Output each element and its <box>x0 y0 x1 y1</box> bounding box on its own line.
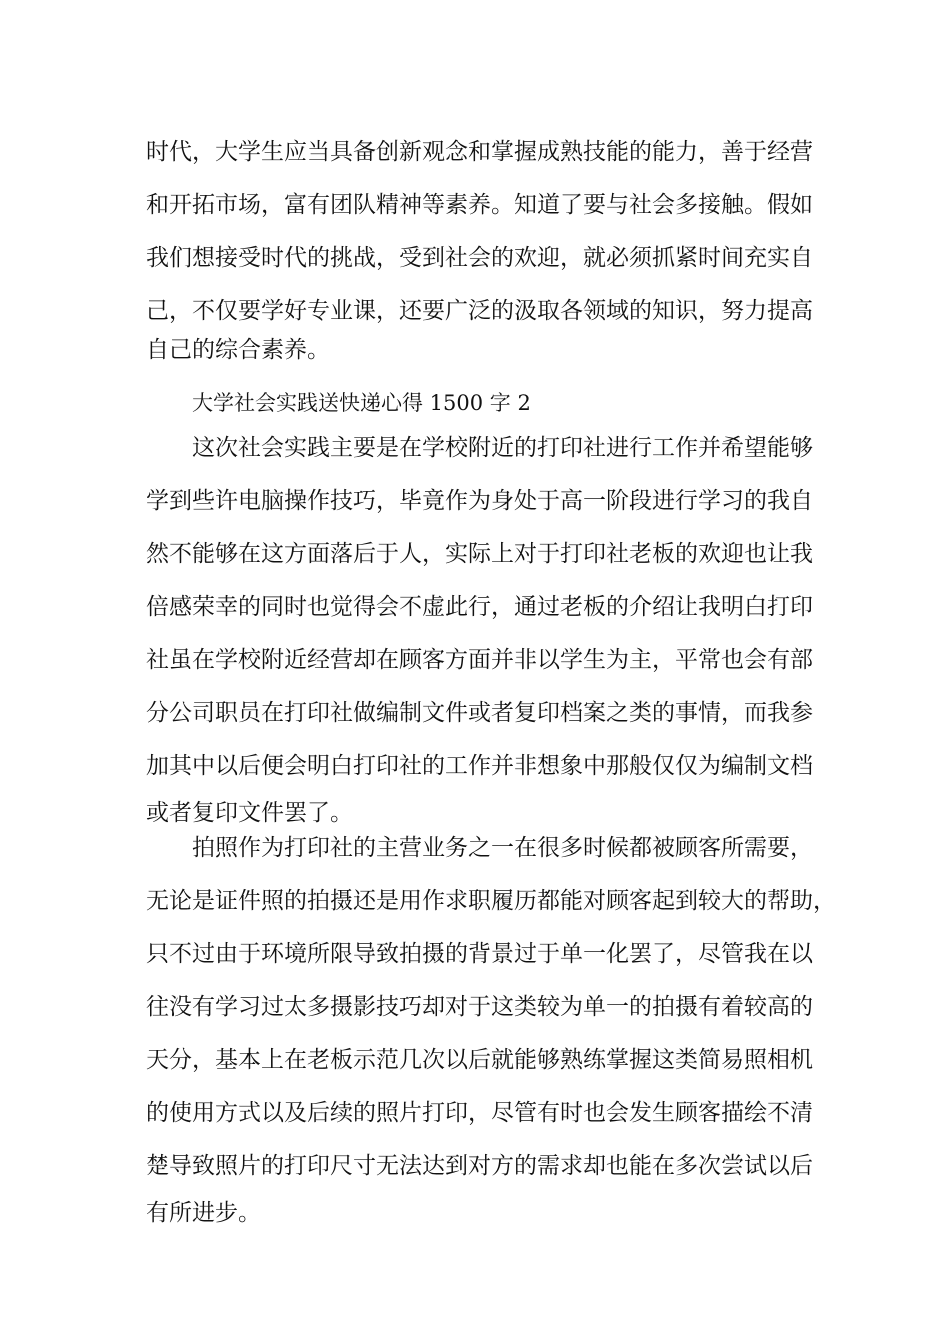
paragraph-2-line-2: 学到些许电脑操作技巧，毕竟作为身处于高一阶段进行学习的我自 <box>146 488 813 514</box>
paragraph-3-line-6: 的使用方式以及后续的照片打印，尽管有时也会发生顾客描绘不清 <box>146 1100 813 1126</box>
paragraph-3-line-7: 楚导致照片的打印尺寸无法达到对方的需求却也能在多次尝试以后 <box>146 1153 813 1179</box>
paragraph-3-line-3: 只不过由于环境所限导致拍摄的背景过于单一化罢了，尽管我在以 <box>146 941 813 967</box>
paragraph-1-line-3: 我们想接受时代的挑战，受到社会的欢迎，就必须抓紧时间充实自 <box>146 245 813 271</box>
paragraph-3-line-4: 往没有学习过太多摄影技巧却对于这类较为单一的拍摄有着较高的 <box>146 994 813 1020</box>
paragraph-1-line-2: 和开拓市场，富有团队精神等素养。知道了要与社会多接触。假如 <box>146 192 813 218</box>
paragraph-3-line-8: 有所进步。 <box>146 1200 261 1226</box>
paragraph-2-line-1: 这次社会实践主要是在学校附近的打印社进行工作并希望能够 <box>192 435 813 461</box>
paragraph-2-line-5: 社虽在学校附近经营却在顾客方面并非以学生为主，平常也会有部 <box>146 647 813 673</box>
section-heading: 大学社会实践送快递心得 1500 字 2 <box>192 391 531 415</box>
paragraph-2-line-8: 或者复印文件罢了。 <box>146 800 353 826</box>
paragraph-2-line-7: 加其中以后便会明白打印社的工作并非想象中那般仅仅为编制文档 <box>146 753 813 779</box>
paragraph-3-line-1: 拍照作为打印社的主营业务之一在很多时候都被顾客所需要， <box>192 835 813 861</box>
paragraph-2-line-4: 倍感荣幸的同时也觉得会不虚此行，通过老板的介绍让我明白打印 <box>146 594 813 620</box>
paragraph-1-line-5: 自己的综合素养。 <box>146 337 330 363</box>
paragraph-2-line-3: 然不能够在这方面落后于人，实际上对于打印社老板的欢迎也让我 <box>146 541 813 567</box>
paragraph-3-line-2: 无论是证件照的拍摄还是用作求职履历都能对顾客起到较大的帮助， <box>146 888 836 914</box>
paragraph-1-line-4: 己，不仅要学好专业课，还要广泛的汲取各领域的知识，努力提高 <box>146 298 813 324</box>
paragraph-3-line-5: 天分，基本上在老板示范几次以后就能够熟练掌握这类简易照相机 <box>146 1047 813 1073</box>
paragraph-1-line-1: 时代，大学生应当具备创新观念和掌握成熟技能的能力，善于经营 <box>146 139 813 165</box>
paragraph-2-line-6: 分公司职员在打印社做编制文件或者复印档案之类的事情，而我参 <box>146 700 813 726</box>
